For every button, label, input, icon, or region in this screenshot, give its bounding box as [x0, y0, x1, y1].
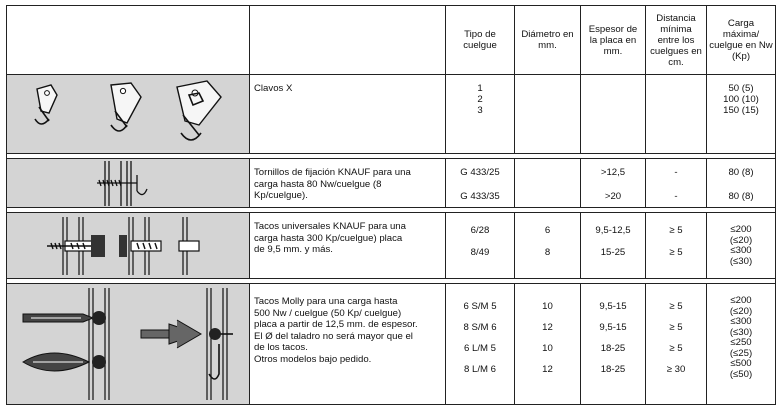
row-2-distancia — [646, 213, 707, 279]
row-1-tipo-value: G 433/25 — [460, 167, 500, 178]
row-1-carga — [707, 159, 776, 208]
row-3-carga-value: (≤20) — [729, 305, 753, 317]
row-3-carga-value: ≤500 — [730, 358, 752, 369]
row-3-espesor — [581, 284, 646, 405]
header-carga: Carga máxima/ cuelgue en Nw (Kp) — [707, 6, 776, 75]
row-3-tipo-value: 8 S/M 6 — [463, 322, 497, 333]
header-description — [250, 6, 446, 75]
row-3-carga-value: ≤200 — [730, 295, 752, 306]
row-0-tipo-value: 3 — [477, 105, 483, 116]
row-1-tipo-value — [446, 179, 514, 191]
row-2-tipo-value — [446, 237, 514, 247]
row-3-desc-line: El Ø del taladro no será mayor que el — [254, 330, 413, 342]
row-1-tipo-value: G 433/35 — [460, 191, 500, 202]
row-1-espesor-value: >20 — [604, 191, 622, 202]
row-3-espesor-value: 18-25 — [600, 343, 626, 354]
row-2-desc-line: carga hasta 300 Kp/cuelgue) placa — [254, 232, 403, 244]
row-0-carga — [707, 75, 776, 154]
row-3-espesor-value: 18-25 — [600, 364, 626, 375]
row-3-desc-line: 500 Nw / cuelgue (50 Kp/ cuelgue) — [254, 307, 402, 319]
fastener-spec-table — [6, 5, 775, 407]
row-3-diametro-value: 10 — [542, 301, 553, 312]
row-3-description — [250, 284, 446, 405]
row-3-carga-value: ≤300 — [730, 316, 752, 327]
row-1-desc-line: carga hasta 80 Nw/cuelgue (8 — [254, 178, 382, 190]
row-3-distancia-value: ≥ 30 — [666, 364, 686, 375]
row-3-carga-value: (≤30) — [729, 326, 753, 338]
row-1-desc-line: Kp/cuelgue). — [254, 190, 308, 202]
row-2-carga — [707, 213, 776, 279]
row-3-diametro-value: 12 — [542, 322, 553, 333]
row-2-tipo-value: 6/28 — [470, 225, 490, 236]
row-0-distancia — [646, 75, 707, 154]
row-3-desc-line: Tacos Molly para una carga hasta — [254, 296, 398, 307]
row-3-distancia-value: ≥ 5 — [669, 301, 683, 312]
row-2-espesor-value — [581, 237, 645, 247]
header-row — [7, 6, 776, 75]
row-3-distancia — [646, 284, 707, 405]
row-3-distancia-value: ≥ 5 — [669, 343, 683, 354]
row-1-carga-value — [707, 179, 775, 191]
tacos-molly-illustration — [7, 284, 250, 405]
row-1-diametro — [515, 159, 581, 208]
row-1-distancia-value — [646, 179, 706, 191]
header-tipo: Tipo de cuelgue — [446, 6, 515, 75]
row-1-distancia — [646, 159, 707, 208]
row-3-tipo-value: 6 L/M 5 — [464, 343, 496, 354]
row-3-tipo — [446, 284, 515, 405]
tacos-universales-illustration — [7, 213, 250, 279]
row-3-desc-line: de los tacos. — [254, 342, 308, 354]
row-1-description — [250, 159, 446, 208]
row-0-diametro — [515, 75, 581, 154]
row-3-diametro-value: 10 — [542, 343, 553, 354]
row-2-desc-line: de 9,5 mm. y más. — [254, 244, 333, 256]
row-1-tipo — [446, 159, 515, 208]
row-0-tipo-value: 1 — [477, 83, 483, 94]
row-3-desc-line: placa a partir de 12,5 mm. de espesor. — [254, 319, 418, 331]
row-3-espesor-value: 9,5-15 — [599, 301, 627, 312]
row-clavos — [7, 75, 776, 154]
row-tacos-molly — [7, 284, 776, 405]
row-0-tipo-value: 2 — [477, 94, 483, 105]
header-image — [7, 6, 250, 75]
row-3-desc-line: Otros modelos bajo pedido. — [254, 353, 372, 365]
row-2-espesor-value: 9,5-12,5 — [595, 225, 631, 236]
row-2-tipo — [446, 213, 515, 279]
row-3-diametro — [515, 284, 581, 405]
row-1-carga-value: 80 (8) — [728, 191, 754, 202]
tornillos-illustration — [7, 159, 250, 208]
row-0-description — [250, 75, 446, 154]
row-1-carga-value: 80 (8) — [728, 167, 754, 178]
row-0-tipo — [446, 75, 515, 154]
row-2-distancia-value — [646, 237, 706, 247]
row-tacos-universales — [7, 213, 776, 279]
row-2-carga-value: ≤200 — [730, 224, 752, 235]
row-tornillos — [7, 159, 776, 208]
row-1-distancia-value: - — [674, 191, 678, 202]
row-1-espesor — [581, 159, 646, 208]
row-1-espesor-value — [581, 179, 645, 191]
row-0-carga-value: 100 (10) — [723, 94, 759, 105]
row-0-carga-value: 150 (15) — [723, 105, 759, 116]
row-1-desc-line: Tornillos de fijación KNAUF para una — [254, 167, 411, 178]
row-2-espesor — [581, 213, 646, 279]
clavos-illustration — [7, 75, 250, 154]
row-3-carga-value: ≤250 — [730, 337, 752, 348]
row-0-espesor — [581, 75, 646, 154]
header-distancia: Distancia mínima entre los cuelgues en cm. — [646, 6, 707, 75]
row-2-carga-value: (≤30) — [729, 255, 753, 267]
row-3-tipo-value: 6 S/M 5 — [463, 301, 497, 312]
row-2-diametro — [515, 213, 581, 279]
row-3-carga-value: (≤25) — [729, 347, 753, 359]
row-3-tipo-value: 8 L/M 6 — [464, 364, 496, 375]
row-2-desc-line: Tacos universales KNAUF para una — [254, 221, 406, 232]
row-1-espesor-value: >12,5 — [600, 167, 626, 178]
row-2-carga-value: ≤300 — [730, 245, 752, 256]
row-2-distancia-value: ≥ 5 — [669, 225, 683, 236]
row-0-carga-value: 50 (5) — [728, 83, 754, 94]
row-2-carga-value: (≤20) — [729, 234, 753, 246]
row-3-espesor-value: 9,5-15 — [599, 322, 627, 333]
row-2-espesor-value: 15-25 — [600, 247, 626, 258]
row-2-tipo-value: 8/49 — [470, 247, 490, 258]
row-2-distancia-value: ≥ 5 — [669, 247, 683, 258]
row-0-desc-line: Clavos X — [254, 83, 293, 94]
row-2-diametro-value — [515, 237, 580, 247]
row-3-diametro-value: 12 — [542, 364, 553, 375]
row-3-distancia-value: ≥ 5 — [669, 322, 683, 333]
header-espesor: Espesor de la placa en mm. — [581, 6, 646, 75]
header-diametro: Diámetro en mm. — [515, 6, 581, 75]
row-2-diametro-value: 6 — [544, 225, 551, 236]
row-2-diametro-value: 8 — [544, 247, 551, 258]
row-3-carga-value: (≤50) — [729, 368, 753, 380]
row-3-carga — [707, 284, 776, 405]
row-1-distancia-value: - — [674, 167, 678, 178]
row-2-description — [250, 213, 446, 279]
